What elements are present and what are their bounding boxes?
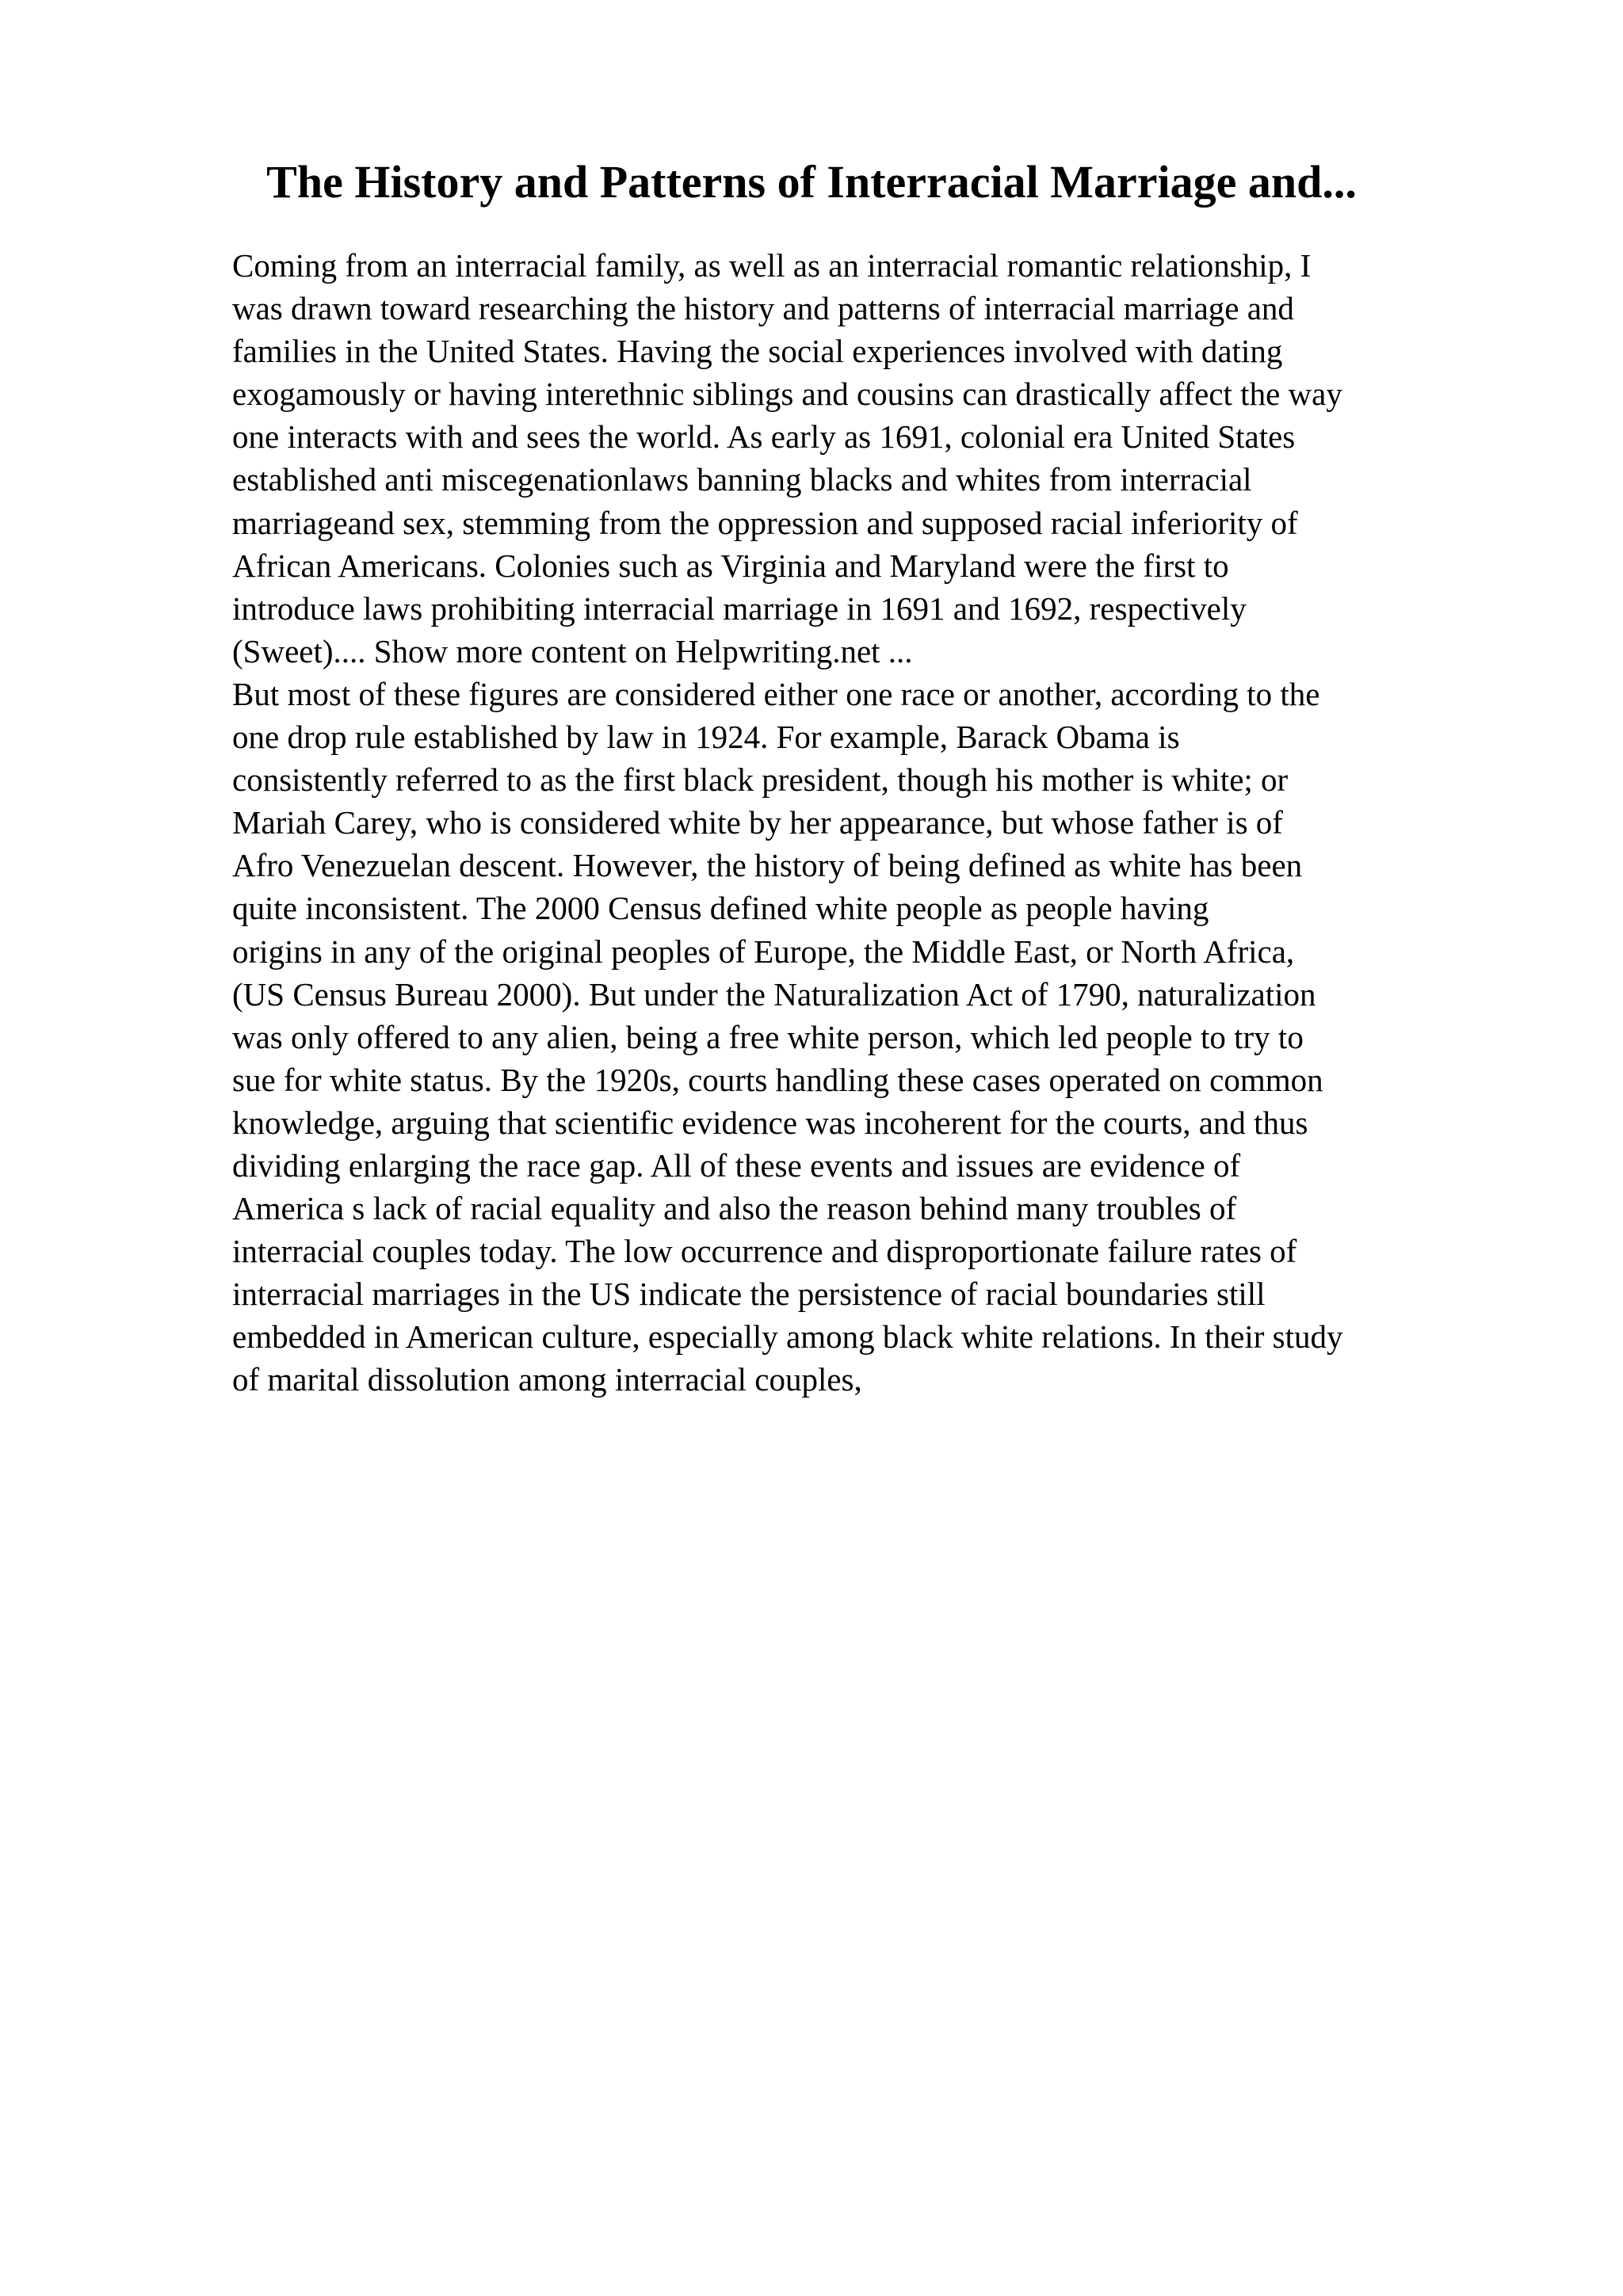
text-line: established anti miscegenationlaws banning blacks and whites from interracial: [232, 461, 1252, 498]
text-line: marriageand sex, stemming from the oppression and supposed racial inferiority of: [232, 504, 1298, 541]
text-line: (US Census Bureau 2000). But under the Naturalization Act of 1790, naturalization: [232, 975, 1316, 1013]
text-line: (Sweet).... Show more content on Helpwriting.net ...: [232, 632, 913, 669]
text-line: was drawn toward researching the history and patterns of interracial marriage and: [232, 290, 1294, 327]
text-line: introduce laws prohibiting interracial marriage in 1691 and 1692, respectively: [232, 589, 1247, 627]
text-line: Coming from an interracial family, as well as an interracial romantic relationship, I: [232, 247, 1312, 284]
text-line: interracial marriages in the US indicate the persistence of racial boundaries still: [232, 1276, 1266, 1313]
text-line: was only offered to any alien, being a free white person, which led people to try to: [232, 1018, 1304, 1055]
paragraph-1: [232, 244, 1516, 673]
text-line: America s lack of racial equality and also the reason behind many troubles of: [232, 1190, 1237, 1227]
text-line: origins in any of the original peoples of Europe, the Middle East, or North Africa,: [232, 933, 1295, 970]
text-line: quite inconsistent. The 2000 Census defined white people as people having: [232, 890, 1209, 927]
text-line: Afro Venezuelan descent. However, the history of being defined as white has been: [232, 847, 1303, 884]
document-body: [232, 244, 1516, 1402]
text-line: one interacts with and sees the world. As early as 1691, colonial era United States: [232, 418, 1296, 456]
paragraph-2: [232, 673, 1516, 1402]
text-line: African Americans. Colonies such as Virginia and Maryland were the first to: [232, 547, 1229, 584]
document-title: The History and Patterns of Interracial Marriage and...: [266, 156, 1357, 208]
text-line: consistently referred to as the first black president, though his mother is white; or: [232, 761, 1289, 799]
text-line: of marital dissolution among interracial couples,: [232, 1361, 862, 1398]
text-line: one drop rule established by law in 1924. For example, Barack Obama is: [232, 719, 1180, 756]
text-line: Mariah Carey, who is considered white by her appearance, but whose father is of: [232, 804, 1283, 841]
text-line: exogamously or having interethnic siblings and cousins can drastically affect the way: [232, 376, 1342, 413]
text-line: knowledge, arguing that scientific evidence was incoherent for the courts, and thus: [232, 1104, 1308, 1141]
text-line: families in the United States. Having the social experiences involved with dating: [232, 333, 1283, 370]
text-line: dividing enlarging the race gap. All of these events and issues are evidence of: [232, 1146, 1241, 1184]
text-line: But most of these figures are considered either one race or another, according to the: [232, 675, 1320, 712]
text-line: sue for white status. By the 1920s, courts handling these cases operated on common: [232, 1061, 1323, 1098]
text-line: embedded in American culture, especially among black white relations. In their study: [232, 1318, 1343, 1356]
text-line: interracial couples today. The low occurrence and disproportionate failure rates of: [232, 1233, 1297, 1270]
